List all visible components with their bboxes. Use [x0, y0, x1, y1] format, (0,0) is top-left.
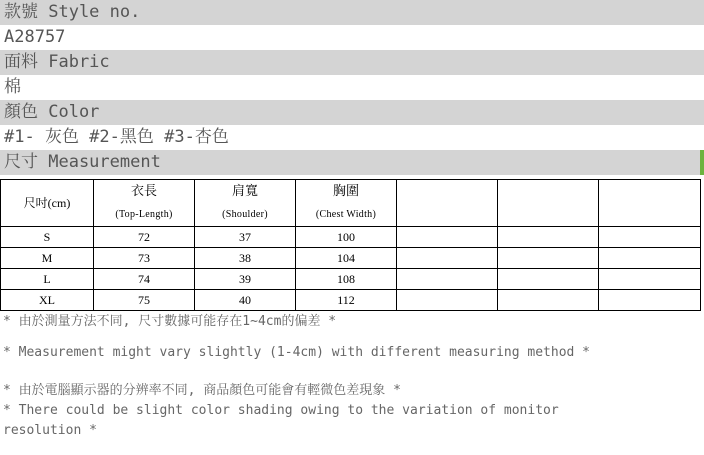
note-measurement-en: * Measurement might vary slightly (1-4cm) with different measuring method * [3, 345, 590, 360]
note-color-en: * There could be slight color shading owing to the variation of monitor [3, 403, 559, 418]
fabric-value: 棉 [0, 75, 704, 100]
size-cell: XL [1, 290, 94, 311]
length-cell: 73 [94, 248, 195, 269]
empty-cell [498, 290, 599, 311]
empty-cell [599, 227, 701, 248]
chest-header-cell [296, 180, 397, 227]
empty-cell [498, 227, 599, 248]
empty-cell [397, 227, 498, 248]
chest-cell: 112 [296, 290, 397, 311]
length-subheader: (Top-Length) [115, 209, 173, 220]
note-color-en-cont: resolution * [3, 423, 97, 438]
table-row [1, 269, 701, 290]
table-row [1, 248, 701, 269]
empty-cell [397, 180, 498, 227]
note-color-zh: * 由於電腦顯示器的分辨率不同, 商品顏色可能會有輕微色差現象 * [3, 383, 401, 398]
length-cell: 75 [94, 290, 195, 311]
color-value: #1- 灰色 #2-黑色 #3-杏色 [0, 125, 704, 150]
length-cell: 74 [94, 269, 195, 290]
empty-cell [599, 290, 701, 311]
empty-cell [397, 269, 498, 290]
color-label: 顏色 Color [0, 100, 704, 125]
style-value: A28757 [0, 25, 704, 50]
shoulder-subheader: (Shoulder) [222, 209, 268, 220]
chest-cell: 104 [296, 248, 397, 269]
chest-cell: 108 [296, 269, 397, 290]
size-cell: L [1, 269, 94, 290]
shoulder-cell: 40 [195, 290, 296, 311]
empty-cell [599, 248, 701, 269]
size-cell: S [1, 227, 94, 248]
empty-cell [397, 290, 498, 311]
length-header: 衣長 [130, 183, 157, 198]
chest-header: 胸圍 [332, 183, 359, 198]
empty-cell [599, 269, 701, 290]
style-label: 款號 Style no. [0, 0, 704, 25]
size-table [0, 179, 701, 311]
table-row [1, 290, 701, 311]
shoulder-header-cell [195, 180, 296, 227]
empty-cell [498, 180, 599, 227]
empty-cell [498, 248, 599, 269]
notes-section [0, 312, 704, 441]
table-row [1, 227, 701, 248]
empty-cell [397, 248, 498, 269]
table-header-row [1, 180, 701, 227]
length-header-cell [94, 180, 195, 227]
empty-cell [498, 269, 599, 290]
empty-cell [599, 180, 701, 227]
measurement-label: 尺寸 Measurement [0, 150, 704, 175]
fabric-label: 面料 Fabric [0, 50, 704, 75]
shoulder-cell: 38 [195, 248, 296, 269]
shoulder-cell: 37 [195, 227, 296, 248]
chest-cell: 100 [296, 227, 397, 248]
length-cell: 72 [94, 227, 195, 248]
shoulder-cell: 39 [195, 269, 296, 290]
note-measurement-zh: * 由於測量方法不同, 尺寸數據可能存在1~4cm的偏差 * [3, 314, 337, 329]
size-header-cell: 尺吋(cm) [1, 180, 94, 227]
size-cell: M [1, 248, 94, 269]
chest-subheader: (Chest Width) [315, 209, 377, 220]
shoulder-header: 肩寬 [231, 183, 258, 198]
